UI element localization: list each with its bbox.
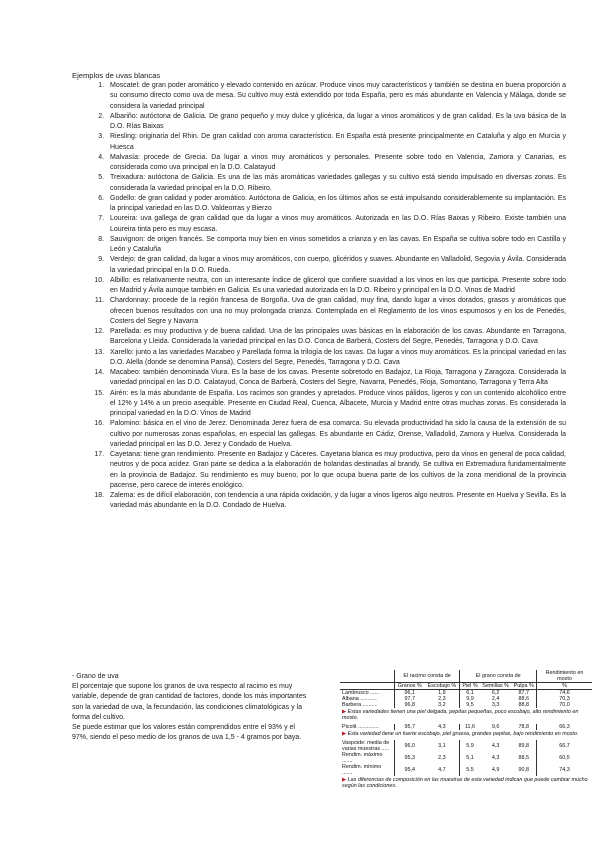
table-row [340, 752, 592, 764]
grape-item: 1. Moscatel: de gran poder aromático y elevado contenido en azúcar. Produce vinos muy característicos y también se destina en buena proporción a su consumo directo como uva de mesa. Su cultivo muy está extendido por toda España, pero es más abundante en Valencia y Málaga, donde se considera la variedad principal [106, 81, 566, 112]
grape-item: 4. Malvasía: procede de Grecia. Da lugar a vinos muy aromáticos y personales. Presente sobre todo en Valencia, Zamora y Canarias, es considerada como uva principal en la D.O. Calatayud [106, 153, 566, 174]
col-label-header [340, 670, 394, 683]
table-cell: 87,7 [518, 690, 530, 696]
table-cell: 3,2 [438, 702, 446, 708]
column-header: Escobajo % [425, 683, 460, 690]
grape-item: 12. Parellada: es muy productiva y de buena calidad. Una de las principales uvas básicas en la elaboración de los cavas. Abundante en Tarragona, Barcelona y Lleida. Considerada la variedad principal en las D.O. Conca de Barberá, Costers del Segre, Penedés, Tarragona y D.O. Cava [106, 327, 566, 348]
column-header-row [340, 683, 592, 690]
row-label: Vaspoide: media de varias muestras ..... [342, 740, 390, 752]
table-cell: 74,3 [536, 764, 592, 776]
grain-title: - Grano de uva [72, 673, 119, 680]
table-cell: 70,3 [536, 696, 592, 702]
grape-item: 9. Verdejo: de gran calidad, da lugar a vinos muy aromáticos, con cuerpo, glicéridos y suaves. Abundante en Valladolid, Segovia y Ávila. Considerada la variedad principal en la D.O. Rueda. [106, 255, 566, 276]
table-cell: 66,7 [536, 740, 592, 752]
table-cell: 2,3 [438, 755, 446, 761]
table-cell: 5,1 [460, 752, 480, 764]
table-cell: 96,1 [394, 690, 424, 697]
grape-item: 2. Albariño: autóctona de Galicia. De grano pequeño y muy dulce y glicérica, da lugar a vinos aromáticos y de gran calidad. Es la uva básica de la D.O. Rías Baixas [106, 112, 566, 133]
grape-item: 16. Palomino: básica en el vino de Jerez. Denominada Jerez fuera de esa comarca. Su elevada productividad ha sido la causa de la extensión de su cultivo por numerosas zonas españolas, en especial las gallegas. Es abundante en Cádiz, Orense, Valladolid, Zamora y Huelva. Considerada la variedad principal en las D.O. Jerez y Condado de Huelva. [106, 419, 566, 450]
table-cell: 6,1 [460, 690, 480, 697]
table-cell: 6,2 [491, 690, 500, 696]
note-text: Estas variedades tienen una piel delgada, pepitas pequeñas, poco escobajo, alto rendimiento en mosto. [342, 709, 579, 721]
table-cell: 11,6 [460, 724, 480, 730]
grain-paragraph-1: El porcentaje que supone los granos de uva respecto al racimo es muy variable, depende de gran cantidad de factores, donde los más importantes son la variedad de uva, la fecundación, las condiciones climatológicas y la forma del cultivo. [72, 683, 307, 721]
table-cell: 4,7 [438, 767, 446, 773]
table-cell: 66,3 [536, 724, 592, 730]
grape-item: 13. Xarello: junto a las variedades Macabeo y Parellada forma la trilogía de los cavas. Da lugar a vinos muy aromáticos. Es la principal variedad en las D.O. Alella (donde se denomina Pansá), Costers del Segre, Penedés, Tarragona y D.O. Cava [106, 348, 566, 369]
grape-item: 14. Macabeo: también denominada Viura. Es la base de los cavas. Presente sobretodo en Badajoz, La Rioja, Tarragona y Zaragoza. Considerada la variedad principal en las D.O. Calatayud, Conca de Barberá, Costers del Segre, Navarra, Penedés, Rioja, Somontano, Tarragona y Terra Alta [106, 368, 566, 389]
table-cell: 88,5 [518, 755, 530, 761]
grape-item: 11. Chardonnay: procede de la región francesa de Borgoña. Uva de gran calidad, muy fina, dando lugar a vinos dorados, grasos y aromáticos que ofrecen buenos resultados con una no muy prolongada crianza. Contemplada en el Reglamento de los vinos espumosos y en los de Penedés, Costers del Segre y Navarra [106, 296, 566, 327]
table-cell: 3,1 [438, 743, 446, 749]
table-cell: 90,8 [518, 767, 530, 773]
table-note [340, 730, 592, 740]
grape-item: 10. Albillo: es relativamente neutra, con un interesante índice de glicerol que confiere suavidad a los vinos en los que participa. Presente sobre todo en Madrid y Ávila aunque también en Galicia. Es una variedad autorizada en la D.O. Ribeiro y principal en la D.O. Vinos de Madrid [106, 276, 566, 297]
table-cell: 95,3 [394, 752, 424, 764]
grape-item: 8. Sauvignon: de origen francés. Se comporta muy bien en vinos sometidos a crianza y en las cavas. En España se cultiva sobre todo en Castilla y León y Cataluña [106, 235, 566, 256]
table-row [340, 764, 592, 776]
column-header: Granos % [394, 683, 424, 690]
table-cell: 4,3 [491, 755, 500, 761]
table-cell: 1,9 [438, 690, 446, 696]
table-cell: 88,6 [518, 696, 530, 702]
table-cell: 5,5 [460, 764, 480, 776]
grape-item: 6. Godello: de gran calidad y poder aromático. Autóctona de Galicia, en los últimos años se está impulsando considerablemente su implantación. Es la principal variedad en las D.O. Valdeorras y Bierzo [106, 194, 566, 215]
arrow-icon: ▶ [342, 777, 348, 783]
table-cell: 4,9 [491, 767, 500, 773]
table-cell: 95,7 [394, 724, 424, 730]
table-cell: 96,8 [394, 702, 424, 708]
grape-item: 3. Riesling: originaria del Rhin. De gran calidad con aroma característico. En España está presente principalmente en Cataluña y algo en Murcia y Huesca [106, 132, 566, 153]
grain-paragraph-2: Se puede estimar que los valores están comprendidos entre el 93% y el 97%, siendo el peso medio de los granos de uva 1,5 - 4 gramos por baya. [72, 724, 302, 742]
column-header: % [536, 683, 592, 690]
table-cell: 78,8 [518, 724, 530, 730]
group-racimo: El racimo consta de [394, 670, 459, 683]
table-cell: 9,5 [460, 702, 480, 708]
table-cell: 70,0 [536, 702, 592, 708]
section-heading: Ejemplos de uvas blancas [72, 71, 161, 80]
grape-item: 7. Loureira: uva gallega de gran calidad que da lugar a vinos muy aromáticos. Autorizada en las D.O. Rías Baixas y Ribeiro. Existe también una Loureira tinta pero es muy escasa. [106, 214, 566, 235]
table-cell: 9,9 [460, 696, 480, 702]
note-text: Esta variedad tiene un fuerte escobajo, piel gruesa, grandes pepitas, bajo rendimiento en mosto. [347, 731, 579, 737]
table-note [340, 776, 592, 792]
table-cell: 96,0 [394, 740, 424, 752]
table-cell: 88,8 [518, 702, 530, 708]
table-cell: 2,4 [491, 696, 500, 702]
column-header: Piel % [460, 683, 480, 690]
table-cell: 60,5 [536, 752, 592, 764]
table-cell: 5,9 [460, 740, 480, 752]
table-cell: 9,6 [491, 724, 500, 730]
row-label: Lambrusco ...... [342, 690, 380, 696]
grape-item: 5. Treixadura: autóctona de Galicia. Es una de las más aromáticas variedades gallegas y su cultivo está siendo impulsado en diversas zonas. Es considerada la variedad principal en la D.O. Ribeiro. [106, 173, 566, 194]
table-cell: 97,7 [394, 696, 424, 702]
table-row [340, 740, 592, 752]
table-cell: 4,3 [438, 724, 446, 730]
grape-item: 15. Airén: es la más abundante de España. Los racimos son grandes y apretados. Produce vinos pálidos, ligeros y con un contenido alcohólico entre el 12% y 14% a un precio asequible. Presente en Ciudad Real, Cuenca, Albacete, Murcia y Madrid entre otras muchas zonas. Es considerada la principal variedad en la D.O. Vinos de Madrid [106, 389, 566, 420]
column-header: Pulpa % [512, 683, 537, 690]
group-grano: El grano consta de [460, 670, 537, 683]
table-cell: 89,8 [518, 743, 530, 749]
grape-item: 18. Zalema: es de difícil elaboración, con tendencia a una rápida oxidación, y da lugar a vinos ligeros algo neutros. Presente en Huelva y Sevilla. Es la variedad más abundante en la D.O. Condado de Huelva. [106, 491, 566, 512]
table-cell: 74,6 [536, 690, 592, 697]
row-label: Picolit .............. [342, 724, 379, 730]
arrow-icon: ▶ [342, 731, 348, 737]
note-text: Las diferencias de composición en las muestras de esta variedad indican que puede cambiar mucho según las condiciones. [342, 777, 588, 789]
arrow-icon: ▶ [342, 709, 348, 715]
composition-table [340, 670, 592, 846]
grape-list [72, 81, 566, 512]
table-cell: 95,4 [394, 764, 424, 776]
table-note [340, 708, 592, 724]
row-label: Barbera .......... [342, 702, 378, 708]
group-rend: Rendimiento en mosto [536, 670, 592, 683]
table-cell: 4,3 [491, 743, 500, 749]
grain-section [72, 672, 312, 743]
grape-item: 17. Cayetana: tiene gran rendimiento. Presente en Badajoz y Cáceres. Cayetana blanca es muy productiva, pero da vinos en general de poca calidad, neutros y de poca acidez. Gran parte se dedica a la elaboración de holandas destinadas al brandy. Se cultiva en Extremadura fundamentalmente en la provincia de Badajoz. Su rendimiento es muy bueno, por lo que ocupa buena parte de los cultivos de la zona meridional de la provincia pacense, pero carece de interés enológico. [106, 450, 566, 491]
row-label: Albana ........... [342, 696, 377, 702]
column-header: Semillas % [480, 683, 512, 690]
row-label: Rendim. mínimo ....... [342, 764, 382, 776]
row-label: Rendim. máximo ....... [342, 752, 383, 764]
table-cell: 3,3 [491, 702, 500, 708]
table-cell: 2,3 [438, 696, 446, 702]
